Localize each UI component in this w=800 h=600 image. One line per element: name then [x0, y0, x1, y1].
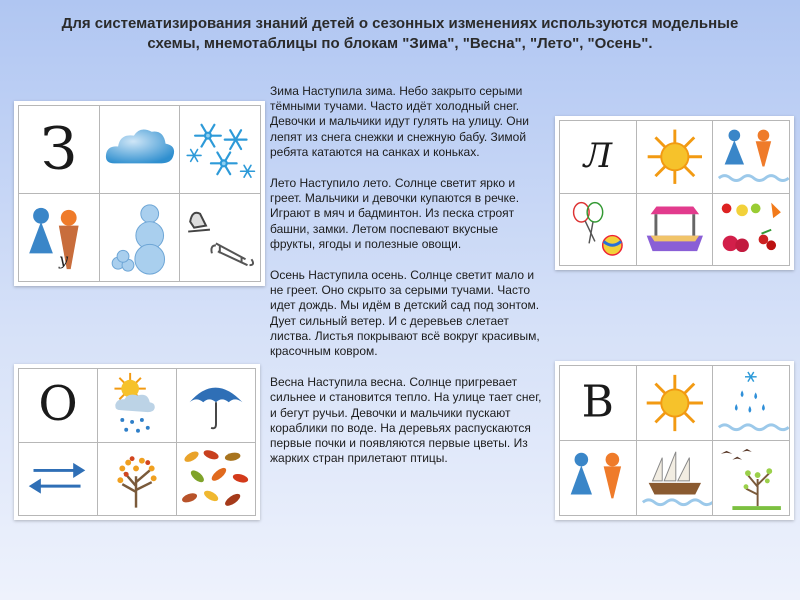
autumn-letter-cell: [19, 369, 98, 443]
sun-icon: [637, 366, 714, 441]
sun-cloud-rain-icon: [98, 369, 177, 443]
spring-letter-cell: [560, 366, 637, 441]
autumn-mnemotable: [14, 364, 260, 520]
snowman-icon: [100, 194, 181, 282]
spring-mnemotable: [555, 361, 794, 520]
rackets-ball-icon: [560, 194, 637, 267]
sled-skates-icon: [180, 194, 261, 282]
wind-arrows-icon: [19, 443, 98, 517]
sun-icon: [637, 121, 714, 194]
autumn-paragraph: Осень Наступила осень. Солнце светит мало и не греет. Оно скрыто за серыми тучами. Часто идет дождь. Мы идём в детский сад под зонтом. Дует сильный ветер. И с деревьев слетает листва. Листья покрывают всё вокруг красивым, красочным ковром.: [270, 268, 540, 359]
summer-letter-cell: [560, 121, 637, 194]
ship-icon: [637, 441, 714, 516]
girl-boy-icon: [713, 121, 790, 194]
winter-sub-letter: у: [59, 250, 69, 269]
cloud-icon: [100, 106, 181, 194]
girl-boy-icon: [560, 441, 637, 516]
season-descriptions: [270, 84, 542, 482]
winter-letter: З: [40, 114, 77, 183]
melting-snow-icon: [713, 366, 790, 441]
spring-letter: В: [581, 376, 614, 428]
girl-boy-icon: [19, 194, 100, 282]
spring-paragraph: Весна Наступила весна. Солнце пригревает сильнее и становится тепло. На улице тает снег, и бегут ручьи. Девочки и мальчики пускают кораблики по воде. На деревьях распускаются первые почки и появляются первые цветы. Из жарких стран прилетают птицы.: [270, 375, 542, 466]
winter-paragraph: Зима Наступила зима. Небо закрыто серыми тёмными тучами. Часто идёт холодный снег. Девочки и мальчики идут гулять на улицу. Они лепят из снега снежки и снежную бабу. Зимой ребята катаются на санках и коньках.: [270, 84, 529, 159]
winter-letter-cell: [19, 106, 100, 194]
leaves-icon: [177, 443, 256, 517]
sandbox-icon: [637, 194, 714, 267]
autumn-tree-icon: [98, 443, 177, 517]
birds-tree-icon: [713, 441, 790, 516]
autumn-letter: О: [38, 376, 78, 433]
fruits-vegetables-icon: [713, 194, 790, 267]
page-title: Для систематизирования знаний детей о сезонных изменениях используются модельные схемы, мнемотаблицы по блокам "Зима", "Весна", "Лето", "Осень".: [61, 15, 739, 52]
umbrella-icon: [177, 369, 256, 443]
winter-mnemotable: [14, 101, 265, 286]
summer-paragraph: Лето Наступило лето. Солнце светит ярко и греет. Мальчики и девочки купаются в речке. Играют в мяч и бадминтон. Из песка строят башни, замки. Летом поспевают вкусные фрукты, ягоды и полезные овощи.: [270, 176, 520, 251]
summer-mnemotable: [555, 116, 794, 270]
snowflakes-icon: [180, 106, 261, 194]
summer-letter: Л: [583, 135, 613, 176]
